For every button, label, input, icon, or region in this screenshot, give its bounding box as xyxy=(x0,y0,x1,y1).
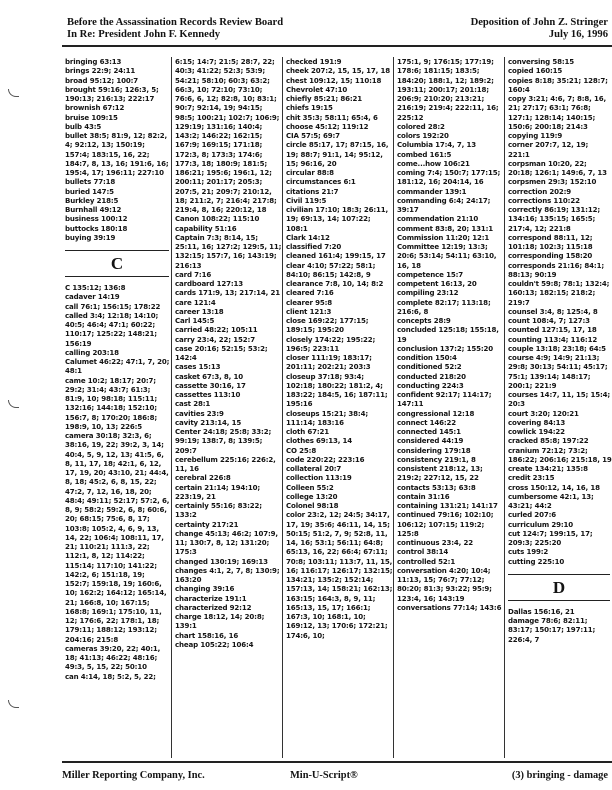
index-entry: chiefly 85:21; 86:21 xyxy=(286,94,363,103)
index-entry: closely 174:22; 195:22; 196:5; 223:11 xyxy=(286,334,376,353)
index-entry: conclusion 137:2; 155:20 xyxy=(397,343,494,353)
index-entry: complete 82:17; 113:18; 216:6, 8 xyxy=(397,297,491,316)
index-entry: counted 127:15, 17, 18 xyxy=(508,325,597,335)
index-entry: conducting 224:3 xyxy=(397,380,464,390)
index-entry: colored 28:2 xyxy=(397,121,445,131)
index-entry: contacts 53:13; 63:8 xyxy=(397,482,476,492)
index-entry: citations 21:7 xyxy=(286,186,339,196)
index-entry: 6:15; 14:7; 21:5; 28:7, 22; 40:3; 41:22; 52:3; 53:9; 54:21; 58:10; 60:3; 63:2; 66:3, 10; 72:10; 73:10; 76:6, 6, 12; 82:8, 10; 83:1; 90:7; 92:14, 19; 94:15; 98:5; 100:21; 102:7; 106:9; 129:19; 131:16; 140:4; 143:2; 146:22; 162:15; 167:9; 169:15; 171:18; 172:3, 8; 173:3; 174:6; 177:3, 18; 180:9; 181:5; 186:21; 195:6; 196:1, 12; 200:11; 201:17; 205:3; 207:5, 21; 209:7; 210:12, 18; 211:2, 7; 216:4; 217:8; 219:4, 8, 16; 220:12, 18 xyxy=(175,57,280,214)
index-entry: Carl 145:5 xyxy=(175,316,215,325)
index-entry: correctly 86:19; 131:12; 134:16; 135:15; 165:5; 217:4, 12; 221:8 xyxy=(508,205,601,233)
index-entry: Colonel 98:18 xyxy=(286,501,339,510)
index-entry: cross 150:12, 14, 16, 18 xyxy=(508,482,600,492)
index-entry: competence 15:7 xyxy=(397,269,464,279)
index-entry: commander 139:1 xyxy=(397,186,467,196)
index-entry: cleared 7:16 xyxy=(286,288,334,298)
index-entry: commendation 21:10 xyxy=(397,214,479,224)
index-entry: clearer 95:8 xyxy=(286,297,333,307)
index-entry: comment 83:8, 20; 131:1 xyxy=(397,223,494,233)
footer-page-range: (3) bringing - damage xyxy=(511,770,608,781)
index-group xyxy=(508,57,612,566)
index-entry: change 45:13; 46:2; 107:9, 11; 130:7, 8, 12; 131:20; 175:3 xyxy=(175,528,278,557)
index-entry: correction 202:9 xyxy=(508,186,572,196)
index-entry: client 121:3 xyxy=(286,306,332,316)
index-entry: covering 84:13 xyxy=(508,417,566,427)
index-entry: cavities 23:9 xyxy=(175,408,224,418)
index-column-2 xyxy=(171,57,282,758)
index-entry: charge 18:12, 14; 20:8; 139:1 xyxy=(175,612,265,631)
index-entry: circumstances 6:1 xyxy=(286,177,356,187)
index-entry: checked 191:9 xyxy=(286,57,342,66)
index-entry: bringing 63:13 xyxy=(65,57,122,66)
index-entry: chart 158:16, 16 xyxy=(175,630,239,640)
index-column-1 xyxy=(63,57,171,758)
section-letter-c: C xyxy=(110,254,124,273)
index-group xyxy=(65,283,171,681)
index-entry: brings 22:9; 24:11 xyxy=(65,66,136,76)
index-entry: concluded 125:18; 155:18, 19 xyxy=(397,325,499,344)
index-entry: count 108:4, 7; 127:3 xyxy=(508,316,590,325)
index-entry: circle 85:17, 17; 87:15, 16, 19; 88:7; 91:1, 14; 95:12, 15; 96:16, 20 xyxy=(286,140,389,168)
index-entry: cranium 72:12; 73:2; 186:22; 206:16; 215:18, 19 xyxy=(508,445,612,464)
index-entry: cases 15:13 xyxy=(175,362,221,372)
index-entry: chit 35:3; 58:11; 65:4, 6 xyxy=(286,112,378,122)
index-entry: corrections 110:22 xyxy=(508,195,580,205)
index-entry: certainty 217:21 xyxy=(175,519,239,529)
index-entry: Calumet 46:22; 47:1, 7, 20; 48:1 xyxy=(65,357,170,376)
index-entry: broad 95:12; 100:7 xyxy=(65,75,139,85)
index-entry: corner 207:7, 12, 19; 221:1 xyxy=(508,140,589,159)
index-entry: bullet 38:5; 81:9, 12; 82:2, 4; 92:12, 13; 150:19; 157:4; 183:15, 16, 22; 184:7, 8, 13, 16; 191:6, 16; 195:4, 17; 196:11; 227:10 xyxy=(65,131,169,177)
header-deposition-title: Deposition of John Z. Stringer xyxy=(470,17,608,28)
footer-script: Min-U-Script® xyxy=(290,770,358,781)
index-entry: counsel 3:4, 8; 125:4, 8 xyxy=(508,306,598,316)
index-entry: camera 30:18; 32:3, 6; 38:16, 19, 22; 39:2, 3, 14; 40:4, 5, 9, 12, 13; 41:5, 6, 8, 11, 17, 18; 42:1, 6, 12, 17, 19, 20; 43:10, 21; 44:4, 8, 18; 45:2, 6, 8, 15, 22; 47:2, 7, 12, 16, 18, 20; 48:4; 49:11; 52:17; 57:2, 6, 8, 9; 58:2; 59:2, 6, 8; 60:6, 20; 68:15; 75:6, 8, 17; 103:8; 105:2, 4, 6, 9, 13, 14, 22; 106:4; 108:11, 17, 21; 110:21; 111:3, 22; 112:1, 8, 12; 114:22; 115:14; 117:10; 141:22; 142:2, 6; 151:18, 19; 152:7; 159:18, 19; 160:6, 10; 162:2; 164:12; 165:14, 21; 166:8, 10; 167:15; 168:8; 169:1; 175:10, 11, 12; 176:6, 22; 178:1, 18; 179:11; 188:12; 193:12; 204:16; 215:8 xyxy=(65,431,170,644)
index-entry: correspond 88:11, 12; 101:18; 102:3; 115:18 xyxy=(508,232,593,251)
index-entry: college 13:20 xyxy=(286,491,338,501)
index-entry: certain 21:14; 194:10; 223:19, 21 xyxy=(175,482,260,501)
index-entry: combed 161:5 xyxy=(397,149,452,159)
index-entry: cumbersome 42:1, 13; 43:21; 44:2 xyxy=(508,491,594,510)
word-index xyxy=(63,57,612,758)
index-entry: consistency 219:1, 8 xyxy=(397,454,476,464)
index-entry: case 20:16; 52:15; 53:2; 142:4 xyxy=(175,343,268,362)
index-entry: changes 4:1, 2, 7, 8; 130:9; 163:20 xyxy=(175,565,280,584)
index-entry: cuts 199:2 xyxy=(508,547,549,557)
index-entry: Captain 7:3; 8:14, 15; 25:11, 16; 127:2; 129:5, 11; 132:15; 157:7, 16; 143:19; 216:13 xyxy=(175,232,282,270)
index-column-3 xyxy=(282,57,393,758)
index-entry: Colleen 55:2 xyxy=(286,482,334,492)
index-entry: color 23:2, 12; 24:5; 34:17, 17, 19; 35:6; 46:11, 14, 15; 50:15; 51:2, 7, 9; 52:8, 11, 14, 16; 53:1; 56:11; 64:8; 65:13, 16, 22; 66:4; 67:11; 70:8; 103:11; 113:7, 11, 15, 16; 116:17; 126:17; 132:15; 134:21; 135:2; 152:14; 157:13, 14; 158:21; 162:13; 163:15; 164:3, 8, 9, 11; 165:13, 15, 17; 166:1; 167:3, 10; 168:1, 10; 169:12, 13; 170:6; 172:21; 174:6, 10; xyxy=(286,510,393,640)
index-entry: capability 51:16 xyxy=(175,223,237,233)
index-entry: bruise 109:15 xyxy=(65,112,118,122)
footer-company: Miller Reporting Company, Inc. xyxy=(62,770,205,781)
index-entry: copied 160:15 xyxy=(508,66,563,76)
index-entry: cut 124:7; 199:15, 17; 209:3; 225:20 xyxy=(508,528,593,547)
index-entry: competent 16:13, 20 xyxy=(397,279,477,288)
index-entry: course 4:9; 14:9; 21:13; 29:8; 30:13; 54:11; 45:17; 75:1; 139:14; 148:17; 200:1; 221:9 xyxy=(508,353,608,390)
index-entry: Canon 108:22; 115:10 xyxy=(175,214,260,224)
index-entry: controlled 52:1 xyxy=(397,556,456,566)
punch-mark xyxy=(8,400,19,408)
section-letter-d: D xyxy=(552,577,566,597)
index-group xyxy=(175,57,282,649)
punch-mark xyxy=(8,89,19,97)
index-column-4 xyxy=(393,57,504,758)
index-entry: conversation 4:20; 10:4; 11:13, 15; 76:7; 77:12; 80:20; 81:3; 93:22; 95:9; 123:4, 16; 143:19 xyxy=(397,565,492,603)
index-entry: clear 4:10; 57:22; 58:1; 84:10; 86:15; 142:8, 9 xyxy=(286,260,376,279)
index-entry: copies 8:18; 35:21; 128:7; 160:4 xyxy=(508,75,608,94)
index-entry: cassettes 113:10 xyxy=(175,390,241,399)
index-entry: casket 67:3, 8, 10 xyxy=(175,371,244,381)
index-entry: buttocks 180:18 xyxy=(65,223,128,233)
index-entry: create 134:21; 135:8 xyxy=(508,464,588,473)
index-entry: characterized 92:12 xyxy=(175,602,252,612)
index-entry: cadaver 14:19 xyxy=(65,292,120,302)
index-entry: came 10:2; 18:17; 20:7; 29:2; 31:4; 43:7; 61:3; 81:9, 10; 98:18; 115:11; 132:16; 144:18; 152:10; 156:7, 8; 170:20; 186:8; 198:9, 10, 13; 226:5 xyxy=(65,375,157,431)
index-entry: Clark 14:12 xyxy=(286,232,330,242)
index-entry: civilian 17:10; 18:3; 26:11, 19; 69:13, 14; 107:22; 108:1 xyxy=(286,205,389,233)
footer-rule xyxy=(62,761,612,763)
index-entry: Center 24:18; 25:8; 33:2; 99:19; 138:7, 8; 139:5; 209:7 xyxy=(175,427,272,455)
index-entry: cavity 213:14, 15 xyxy=(175,417,242,427)
index-entry: come...how 106:21 xyxy=(397,158,470,168)
index-entry: carry 23:4, 22; 152:7 xyxy=(175,334,255,344)
index-entry: Commission 11:20; 12:1 xyxy=(397,232,490,242)
index-entry: copy 3:21; 4:6, 7; 8:8, 16, 21; 27:17; 63:1; 76:8; 127:1; 128:14; 140:15; 150:6; 200:18; 214:3 xyxy=(508,94,607,131)
index-entry: Burnhall 49:12 xyxy=(65,205,122,214)
index-entry: counting 113:4; 116:12 xyxy=(508,334,598,344)
index-entry: continuous 23:4, 22 xyxy=(397,538,473,547)
index-entry: compiling 23:12 xyxy=(397,288,459,298)
index-entry: collateral 20:7 xyxy=(286,464,342,473)
index-entry: buried 147:5 xyxy=(65,186,114,196)
index-entry: cerebellum 225:16; 226:2, 11, 16 xyxy=(175,454,276,473)
index-entry: congressional 12:18 xyxy=(397,408,475,418)
index-entry: Columbia 17:4, 7, 13 xyxy=(397,140,476,150)
index-entry: concepts 28:9 xyxy=(397,316,451,325)
index-entry: damage 78:6; 82:11; 83:17; 150:17; 197:11; 226:4, 7 xyxy=(508,616,596,644)
index-entry: business 100:12 xyxy=(65,214,128,224)
index-entry: curled 207:6 xyxy=(508,510,556,520)
index-entry: bulb 43:5 xyxy=(65,121,102,131)
index-entry: CO 25:8 xyxy=(286,445,317,455)
index-entry: condition 150:4 xyxy=(397,353,457,362)
index-entry: coming 7:4; 150:7; 177:15; 181:12, 16; 204:14, 16 xyxy=(397,168,501,187)
index-entry: conversing 58:15 xyxy=(508,57,575,66)
header-board-title: Before the Assassination Records Review Board xyxy=(67,17,284,28)
index-entry: carried 48:22; 105:11 xyxy=(175,325,258,335)
index-entry: considered 44:19 xyxy=(397,436,464,446)
index-entry: courses 14:7, 11, 15; 15:4; 20:3 xyxy=(508,390,611,409)
index-group xyxy=(397,57,504,612)
index-entry: corpsmen 29:3; 152:10 xyxy=(508,177,597,187)
index-entry: closeup 37:18; 93:4; 102:18; 180:22; 181:2, 4; 183:22; 184:5, 16; 187:11; 195:16 xyxy=(286,371,388,409)
index-entry: can 4:14, 18; 5:2, 5, 22; xyxy=(65,671,156,681)
index-entry: connected 145:1 xyxy=(397,427,461,436)
header-case-title: In Re: President John F. Kennedy xyxy=(67,28,221,40)
index-entry: cardboard 127:13 xyxy=(175,279,244,288)
index-entry: couple 13:18; 23:18; 64:5 xyxy=(508,343,606,353)
index-entry: clearance 7:8, 10, 14; 8:2 xyxy=(286,279,384,288)
index-entry: closeups 15:21; 38:4; 111:14; 183:16 xyxy=(286,408,369,427)
index-entry: cloth 67:21 xyxy=(286,427,330,436)
index-group xyxy=(286,57,393,640)
index-entry: care 121:4 xyxy=(175,297,216,307)
index-entry: card 7:16 xyxy=(175,269,212,279)
punch-mark xyxy=(8,700,19,708)
index-entry: corpsman 10:20, 22; 20:18; 126:1; 149:6, 7, 13 xyxy=(508,158,607,177)
index-entry: circular 88:8 xyxy=(286,168,334,177)
index-entry: Chevrolet 47:10 xyxy=(286,84,348,94)
index-entry: commanding 6:4; 24:17; 39:17 xyxy=(397,195,491,214)
index-entry: couldn't 59:8; 78:1; 132:4; 160:13; 182:15; 218:2; 219:7 xyxy=(508,279,610,307)
index-entry: cheek 207:2, 15, 15, 17, 18 xyxy=(286,66,391,76)
letter-section-c xyxy=(65,250,169,277)
index-entry: changing 39:16 xyxy=(175,584,235,594)
index-entry: credit 23:15 xyxy=(508,473,555,483)
index-entry: brownish 67:12 xyxy=(65,103,125,113)
index-entry: certainly 55:16; 83:22; 133:2 xyxy=(175,501,262,520)
index-entry: brought 59:16; 126:3, 5; 190:13; 216:13; 222:17 xyxy=(65,84,159,103)
index-column-5 xyxy=(504,57,612,758)
index-entry: close 169:22; 177:15; 189:15; 195:20 xyxy=(286,316,369,335)
index-entry: choose 45:12; 119:12 xyxy=(286,121,369,131)
index-entry: cleaned 161:4; 199:15, 17 xyxy=(286,251,386,261)
index-entry: conducted 218:20 xyxy=(397,371,466,381)
index-entry: classified 7:20 xyxy=(286,242,342,251)
index-entry: called 3:4; 12:18; 14:10; 40:5; 46:4; 47:1; 60:22; 110:17; 125:22; 148:21; 156:19 xyxy=(65,310,159,348)
index-entry: call 76:1; 156:15; 178:22 xyxy=(65,301,161,311)
index-entry: cassette 30:16, 17 xyxy=(175,380,246,390)
index-entry: corresponds 21:16; 84:1; 88:13; 90:19 xyxy=(508,260,604,279)
index-entry: clothes 69:13, 14 xyxy=(286,436,353,446)
index-entry: collection 113:19 xyxy=(286,473,352,483)
index-entry: cowlick 194:22 xyxy=(508,427,565,436)
index-entry: Committee 12:19; 13:3; 20:6; 53:14; 54:11; 63:10, 16, 18 xyxy=(397,242,497,270)
header-left xyxy=(67,17,283,41)
index-entry: conditioned 52:2 xyxy=(397,362,462,372)
index-entry: considering 179:18 xyxy=(397,445,471,455)
index-entry: containing 131:21; 141:17 xyxy=(397,501,498,510)
letter-section-d xyxy=(508,574,610,601)
header-rule xyxy=(62,45,612,47)
index-entry: cerebral 226:8 xyxy=(175,473,231,483)
index-entry: chiefs 19:15 xyxy=(286,103,333,113)
index-entry: C 135:12; 136:8 xyxy=(65,283,126,292)
index-entry: cast 28:1 xyxy=(175,399,211,409)
index-entry: 175:1, 9; 176:15; 177:19; 178:6; 181:15; 183:5; 184:20; 188:1, 12; 189:2; 193:11; 200:17; 201:18; 206:9; 210:20; 213:21; 216:19; 219:4; 222:11, 16; 225:12 xyxy=(397,57,499,122)
index-entry: court 3:20; 120:21 xyxy=(508,408,579,418)
index-entry: consistent 218:12, 13; 219:2; 227:12, 15, 22 xyxy=(397,464,483,483)
index-group xyxy=(65,57,171,242)
index-entry: bullets 77:18 xyxy=(65,177,116,187)
index-entry: curriculum 29:10 xyxy=(508,519,574,529)
index-entry: code 220:22; 223:16 xyxy=(286,454,365,464)
index-entry: conversations 77:14; 143:6 xyxy=(397,602,502,612)
index-entry: cutting 225:10 xyxy=(508,556,565,566)
index-entry: cards 171:9, 13; 217:14, 21 xyxy=(175,288,280,298)
header-right xyxy=(471,17,608,41)
index-entry: copying 119:9 xyxy=(508,131,563,140)
header-date: July 16, 1996 xyxy=(548,28,608,40)
index-entry: colors 192:20 xyxy=(397,131,449,140)
index-entry: confident 92:17; 114:17; 147:11 xyxy=(397,390,492,409)
index-entry: Burkley 218:5 xyxy=(65,195,119,205)
index-entry: career 13:18 xyxy=(175,306,224,316)
index-group xyxy=(508,607,612,644)
index-entry: calling 203:18 xyxy=(65,347,119,357)
index-entry: continued 79:16; 102:10; 106:12; 107:15; 119:2; 125:8 xyxy=(397,510,494,538)
index-entry: Civil 119:5 xyxy=(286,195,327,205)
index-entry: cameras 39:20, 22; 40:1, 18; 41:13; 46:22; 48:16; 49:3, 5, 15, 22; 50:10 xyxy=(65,643,161,672)
index-entry: cheap 105:22; 106:4 xyxy=(175,639,254,649)
index-entry: CIA 57:5; 69:7 xyxy=(286,131,340,140)
index-entry: closer 111:19; 183:17; 201:11; 202:21; 203:3 xyxy=(286,353,372,372)
index-entry: buying 39:19 xyxy=(65,232,116,242)
index-entry: Dallas 156:16, 21 xyxy=(508,606,575,616)
index-entry: control 38:14 xyxy=(397,547,449,557)
index-entry: chest 109:12, 15; 110:18 xyxy=(286,75,382,85)
index-entry: cracked 85:8; 197:22 xyxy=(508,436,589,446)
index-entry: connect 146:22 xyxy=(397,417,457,427)
index-entry: corresponding 158:20 xyxy=(508,251,593,261)
index-entry: contain 31:16 xyxy=(397,491,450,501)
index-entry: characterize 191:1 xyxy=(175,593,247,603)
index-entry: changed 130:19; 169:13 xyxy=(175,556,268,566)
